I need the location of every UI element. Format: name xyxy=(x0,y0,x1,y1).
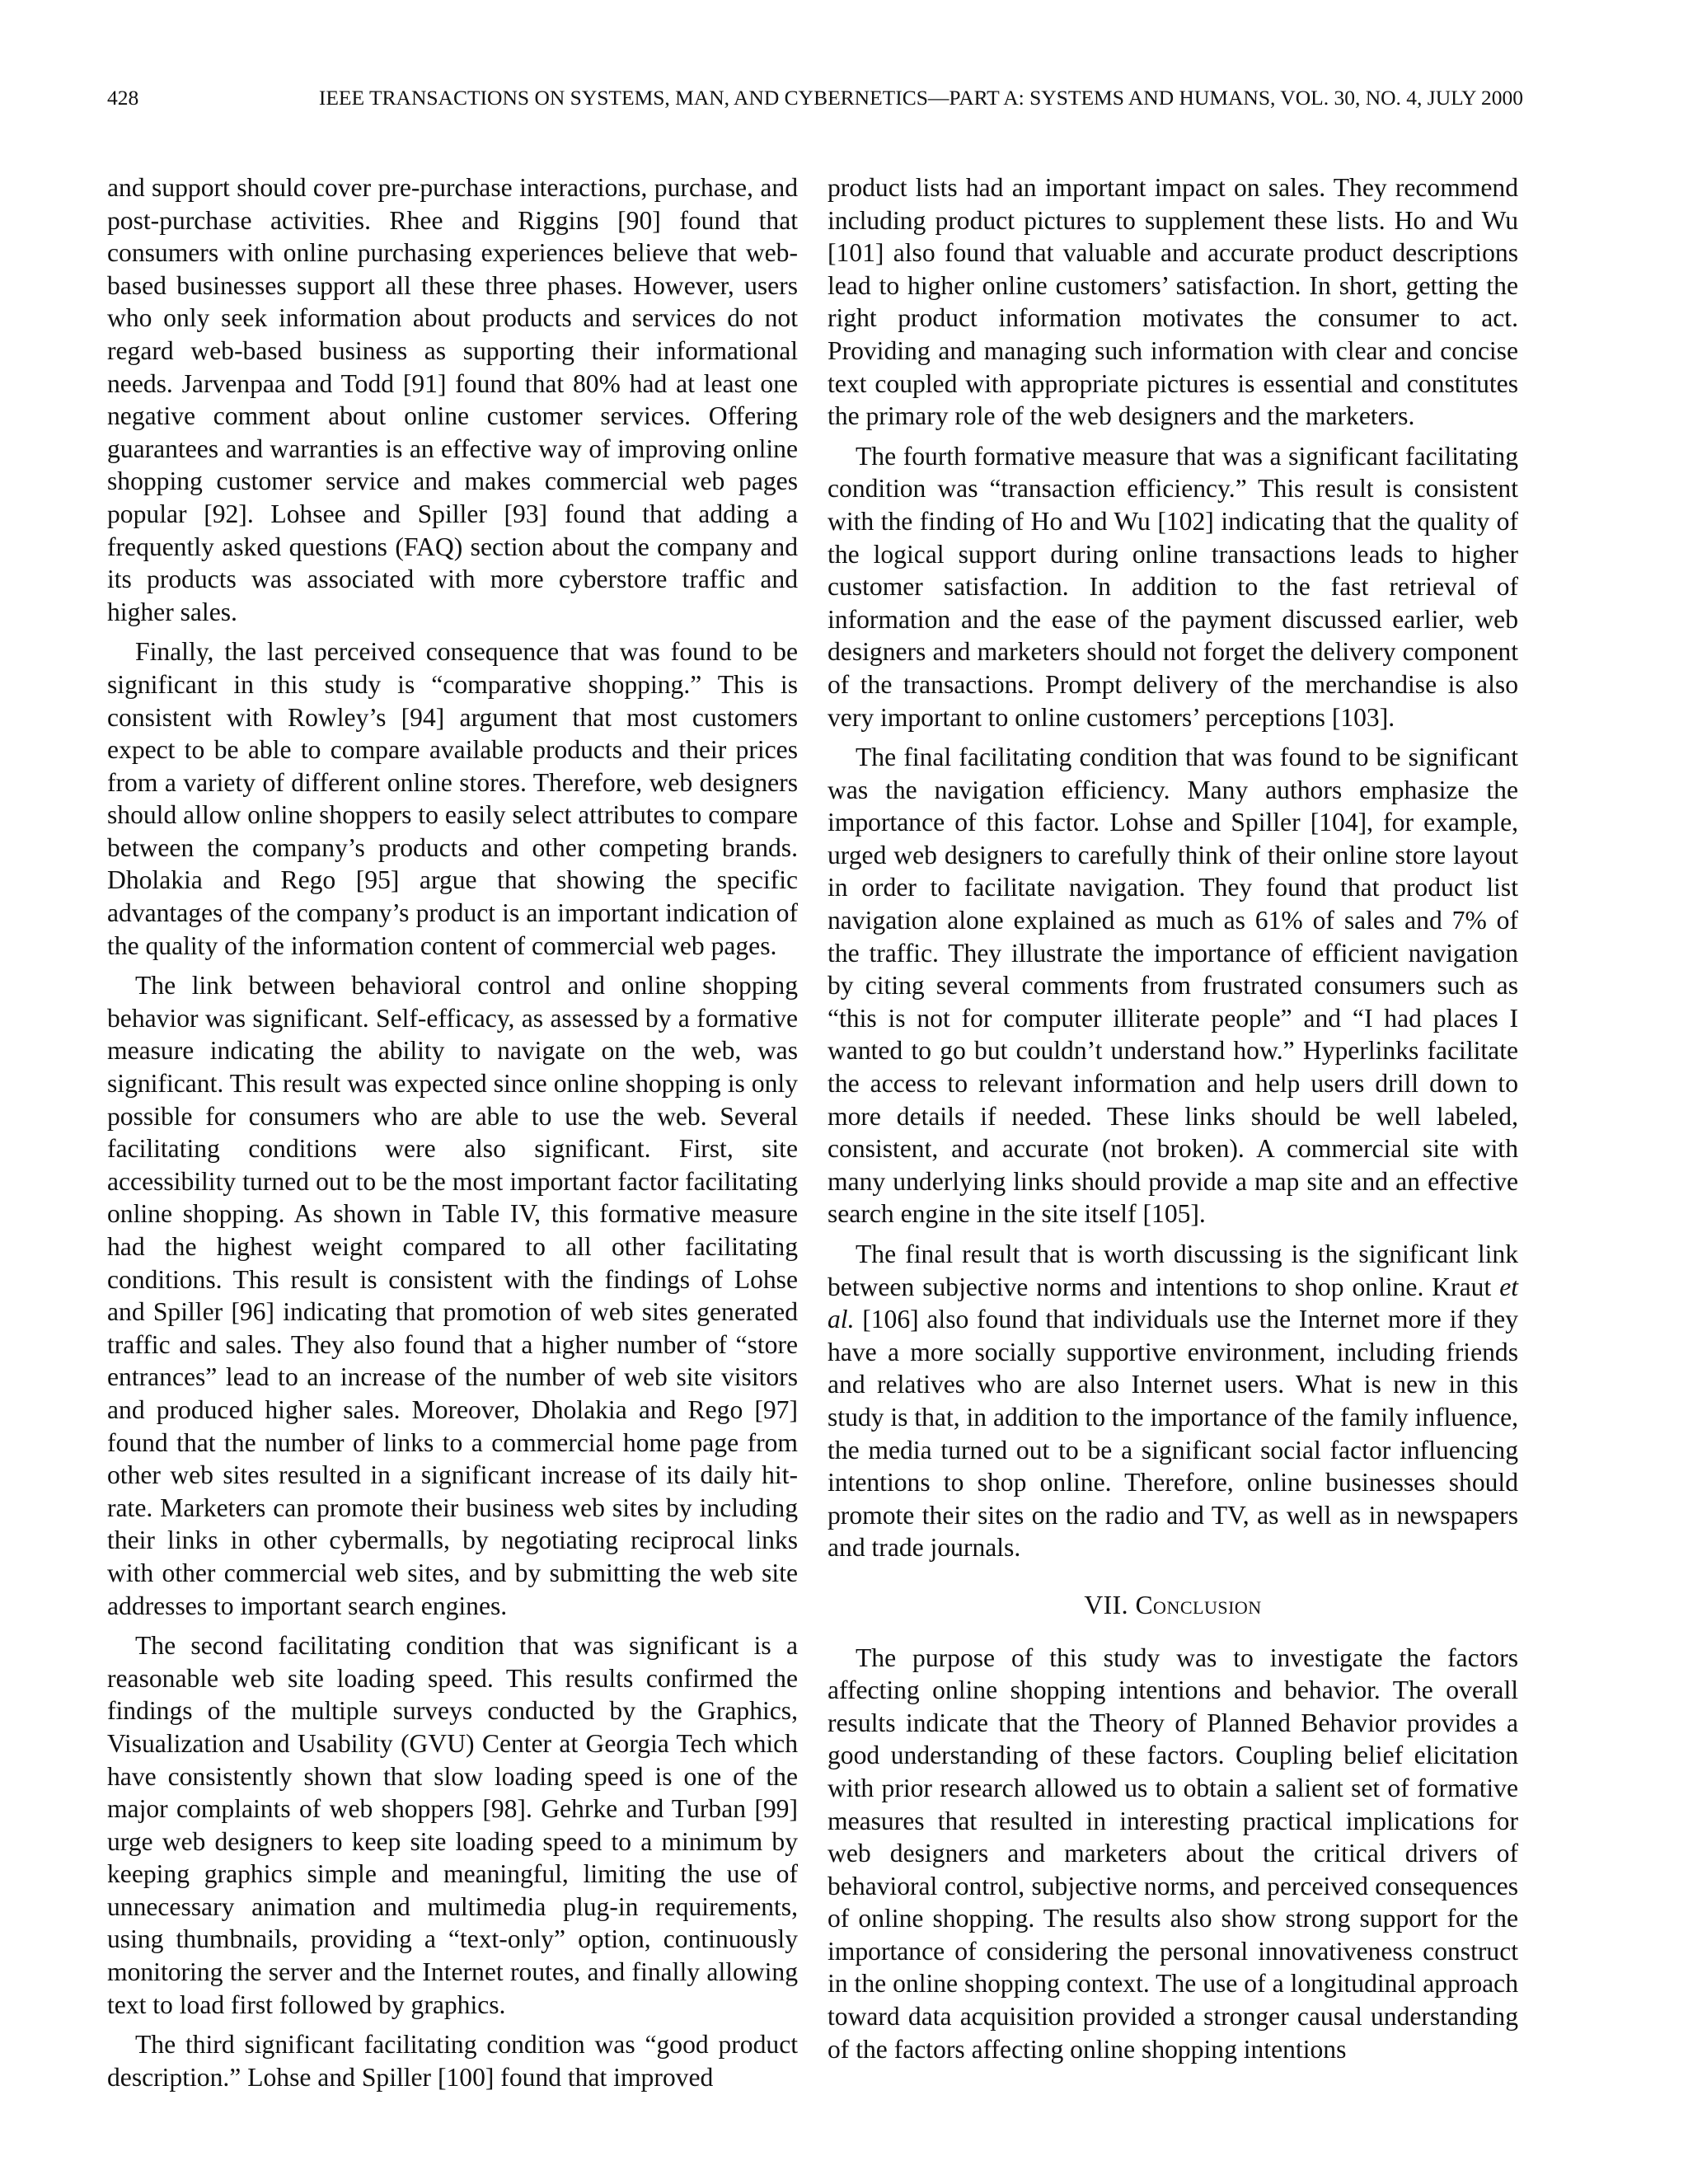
section-title: Conclusion xyxy=(1135,1590,1262,1619)
paragraph: The final facilitating condition that was found to be significant was the navigation efficiency. Many authors emphasize the importance of this factor. Lohse and Spiller [104], for example, urged web designers to carefully think of their online store layout in order to facilitate navigation. They found that product list navigation alone explained as much as 61% of sales and 7% of the traffic. They illustrate the importance of efficient navigation by citing several comments from frustrated consumers such as “this is not for computer illiterate people” and “I had places I wanted to go but couldn’t understand how.” Hyperlinks facilitate the access to relevant information and help users drill down to more details if needed. These links should be well labeled, consistent, and accurate (not broken). A commercial site with many underlying links should provide a map site and an effective search engine in the site itself [105]. xyxy=(828,743,1518,1229)
right-column xyxy=(828,171,1518,2073)
paragraph: The third significant facilitating condition was “good product description.” Lohse and Spiller [100] found that improved xyxy=(107,2030,798,2092)
paragraph: Finally, the last perceived consequence that was found to be significant in this study is “comparative shopping.” This is consistent with Rowley’s [94] argument that most customers expect to be able to compare available products and their prices from a variety of different online stores. Therefore, web designers should allow online shoppers to easily select attributes to compare between the company’s products and other competing brands. Dholakia and Rego [95] argue that showing the specific advantages of the company’s product is an important indication of the quality of the information content of commercial web pages. xyxy=(107,637,798,960)
section-number: VII. xyxy=(1084,1590,1129,1619)
journal-title: IEEE TRANSACTIONS ON SYSTEMS, MAN, AND CYBERNETICS—PART A: SYSTEMS AND HUMANS, VOL. 30, NO. 4, JULY 2000 xyxy=(318,86,1523,110)
paragraph xyxy=(828,1238,1518,1564)
paragraph: The second facilitating condition that was significant is a reasonable web site loading speed. This results confirmed the findings of the multiple surveys conducted by the Graphics, Visualization and Usability (GVU) Center at Georgia Tech which have consistently shown that slow loading speed is one of the major complaints of web shoppers [98]. Gehrke and Turban [99] urge web designers to keep site loading speed to a minimum by keeping graphics simple and meaningful, limiting the use of unnecessary animation and multimedia plug-in requirements, using thumbnails, providing a “text-only” option, continuously monitoring the server and the Internet routes, and finally allowing text to load first followed by graphics. xyxy=(107,1631,798,2019)
paragraph: and support should cover pre-purchase interactions, purchase, and post-purchase activities. Rhee and Riggins [90] found that consumers with online purchasing experiences believe that web-based businesses support all these three phases. However, users who only seek information about products and services do not regard web-based business as supporting their informational needs. Jarvenpaa and Todd [91] found that 80% had at least one negative comment about online customer services. Offering guarantees and warranties is an effective way of improving online shopping customer service and makes commercial web pages popular [92]. Lohsee and Spiller [93] found that adding a frequently asked questions (FAQ) section about the company and its products was associated with more cyberstore traffic and higher sales. xyxy=(107,173,798,626)
page-number: 428 xyxy=(107,86,139,110)
paragraph: The fourth formative measure that was a significant facilitating condition was “transaction efficiency.” This result is consistent with the finding of Ho and Wu [102] indicating that the quality of the logical support during online transactions leads to higher customer satisfaction. In addition to the fast retrieval of information and the ease of the payment discussed earlier, web designers and marketers should not forget the delivery component of the transactions. Prompt delivery of the merchandise is also very important to online customers’ perceptions [103]. xyxy=(828,441,1518,732)
paragraph: The link between behavioral control and online shopping behavior was significant. Self-efficacy, as assessed by a formative measure indicating the ability to navigate on the web, was significant. This result was expected since online shopping is only possible for consumers who are able to use the web. Several facilitating conditions were also significant. First, site accessibility turned out to be the most important factor facilitating online shopping. As shown in Table IV, this formative measure had the highest weight compared to all other facilitating conditions. This result is consistent with the findings of Lohse and Spiller [96] indicating that promotion of web sites generated traffic and sales. They also found that a higher number of “store entrances” lead to an increase of the number of web site visitors and produced higher sales. Moreover, Dholakia and Rego [97] found that the number of links to a commercial home page from other web sites resulted in a significant increase of its daily hit-rate. Marketers can promote their business web sites by including their links in other cybermalls, by negotiating reciprocal links with other commercial web sites, and by submitting the web site addresses to important search engines. xyxy=(107,971,798,1620)
left-column xyxy=(107,171,798,2101)
italic-text: et al. xyxy=(828,1272,1518,1334)
paragraph-text: [106] also found that individuals use the Internet more if they have a more socially supportive environment, including friends and relatives who are also Internet users. What is new in this study is that, in addition to the importance of the family influence, the media turned out to be a significant social factor influencing intentions to shop online. Therefore, online businesses should promote their sites on the radio and TV, as well as in newspapers and trade journals. xyxy=(828,1305,1518,1563)
section-heading xyxy=(828,1589,1518,1622)
running-header xyxy=(107,86,1523,119)
paragraph-text: The final result that is worth discussing is the significant link between subjective norms and intentions to shop online. Kraut xyxy=(828,1240,1518,1301)
paragraph: The purpose of this study was to investigate the factors affecting online shopping intentions and behavior. The overall results indicate that the Theory of Planned Behavior provides a good understanding of these factors. Coupling belief elicitation with prior research allowed us to obtain a salient set of formative measures that resulted in interesting practical implications for web designers and marketers about the critical drivers of behavioral control, subjective norms, and perceived consequences of online shopping. The results also show strong support for the importance of considering the personal innovativeness construct in the online shopping context. The use of a longitudinal approach toward data acquisition provided a stronger causal understanding of the factors affecting online shopping intentions xyxy=(828,1643,1518,2064)
paragraph: product lists had an important impact on sales. They recommend including product pictures to supplement these lists. Ho and Wu [101] also found that valuable and accurate product descriptions lead to higher online customers’ satisfaction. In short, getting the right product information motivates the consumer to act. Providing and managing such information with clear and concise text coupled with appropriate pictures is essential and constitutes the primary role of the web designers and the marketers. xyxy=(828,173,1518,431)
